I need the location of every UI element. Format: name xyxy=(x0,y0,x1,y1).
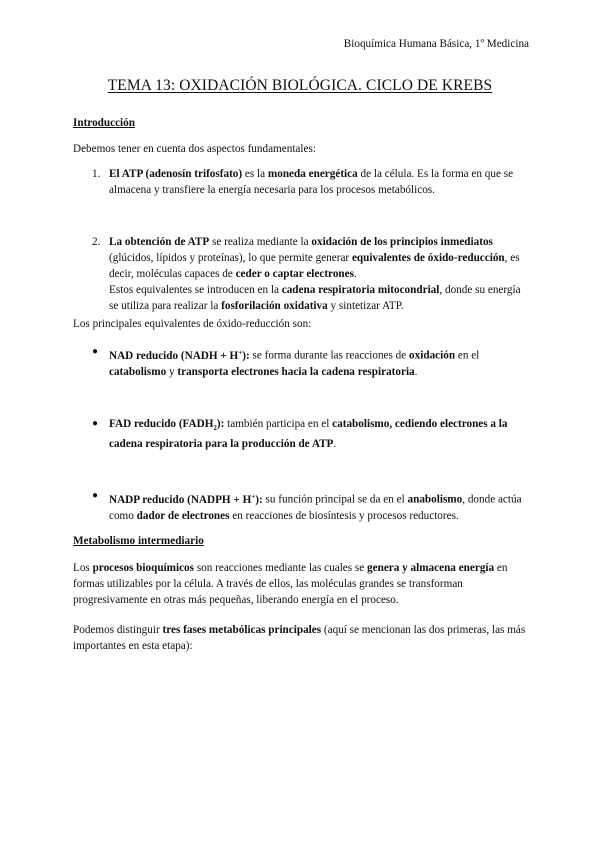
list-number-1: 1. xyxy=(92,168,101,180)
text: Estos equivalentes se introducen en la xyxy=(109,284,282,296)
page-header: Bioquímica Humana Básica, 1º Medicina xyxy=(343,38,529,50)
superscript: + xyxy=(251,492,256,500)
section-heading-introduccion: Introducción xyxy=(73,117,135,129)
text: . xyxy=(333,438,337,451)
bold-text: equivalentes de óxido-reducción xyxy=(351,252,505,264)
text: y sintetizar ATP. xyxy=(327,300,404,312)
list-item-obtencion-atp xyxy=(109,234,531,314)
text: FAD reducido (FADH xyxy=(109,418,214,430)
text: , es decir, moléculas capaces de xyxy=(109,252,520,280)
text: (glúcidos, lípidos y proteínas), lo que permite generar xyxy=(109,252,352,264)
text: . xyxy=(414,365,418,378)
intro-lead: Debemos tener en cuenta dos aspectos fundamentales: xyxy=(73,143,316,155)
bullet-item-fadh2 xyxy=(109,416,531,452)
text: se forma durante las reacciones de xyxy=(249,349,410,362)
text: NADP reducido (NADPH + H xyxy=(109,493,252,506)
bold-text: fosforilación oxidativa xyxy=(221,300,328,312)
bold-text: anabolismo xyxy=(407,493,463,506)
bold-text: ceder o captar electrones xyxy=(235,268,354,280)
text: NAD reducido (NADH + H xyxy=(109,349,239,362)
text: se realiza mediante la xyxy=(209,236,312,248)
bold-text: dador de electrones xyxy=(136,509,230,522)
section-heading-metabolismo: Metabolismo intermediario xyxy=(73,535,204,547)
bold-text: tres fases metabólicas principales xyxy=(162,624,322,636)
text: y xyxy=(166,365,178,378)
bold-text xyxy=(109,418,225,433)
paragraph-fases xyxy=(73,622,533,654)
bold-text: catabolismo, cediendo electrones a la cadena respiratoria para la producción de ATP xyxy=(109,418,508,451)
bold-text: oxidación de los principios inmediatos xyxy=(311,236,493,248)
bold-text: cadena respiratoria mitocondrial xyxy=(281,284,440,296)
bold-text xyxy=(109,494,263,506)
page-title: TEMA 13: OXIDACIÓN BIOLÓGICA. CICLO DE KREBS xyxy=(107,77,493,94)
bullet-icon: ● xyxy=(92,490,99,501)
text: Podemos distinguir xyxy=(73,624,163,636)
text: son reacciones mediante las cuales se xyxy=(194,562,368,574)
text: en formas utilizables por la célula. A través de ellos, las moléculas grandes se transforman progresivamente en otras más pequeñas, liberando energía en el proceso. xyxy=(73,562,508,606)
bullet-item-nadh xyxy=(109,344,531,380)
paragraph-procesos xyxy=(73,560,533,608)
text: , donde actúa como xyxy=(109,493,522,522)
text: también participa en el xyxy=(224,418,333,430)
text: , donde su energía se utiliza para realizar la xyxy=(109,284,521,312)
superscript: + xyxy=(238,348,243,356)
text: de la célula. Es la forma en que se almacena y transfiere la energía necesaria para los procesos metabólicos. xyxy=(109,168,514,196)
bold-text: catabolismo xyxy=(109,365,167,378)
redox-lead: Los principales equivalentes de óxido-reducción son: xyxy=(73,318,312,330)
text: su función principal se da en el xyxy=(262,493,408,506)
text: (aquí se mencionan las dos primeras, las más importantes en esta etapa): xyxy=(73,624,526,652)
bold-text: transporta electrones hacia la cadena respiratoria xyxy=(177,365,415,378)
bullet-icon: ● xyxy=(92,346,99,357)
text: ): xyxy=(216,418,225,430)
bold-text: El ATP (adenosín trifosfato) xyxy=(109,168,243,180)
text: . xyxy=(353,268,357,280)
bullet-item-nadph xyxy=(109,488,531,524)
text: ): xyxy=(242,349,250,362)
text: Los xyxy=(73,562,93,574)
list-item-atp xyxy=(109,166,531,198)
bold-text: La obtención de ATP xyxy=(109,236,210,248)
bold-text: moneda energética xyxy=(267,168,358,180)
list-number-2: 2. xyxy=(92,236,101,248)
bullet-icon: ● xyxy=(92,418,99,429)
bold-text: genera y almacena energía xyxy=(367,562,495,574)
subscript: 2 xyxy=(213,424,217,433)
bold-text: procesos bioquímicos xyxy=(92,562,195,574)
text: en el xyxy=(455,349,480,362)
text: ): xyxy=(255,493,263,506)
bold-text: oxidación xyxy=(409,349,456,362)
text: en reacciones de biosíntesis y procesos reductores. xyxy=(229,509,459,522)
text: es la xyxy=(242,168,268,180)
bold-text xyxy=(109,350,250,362)
